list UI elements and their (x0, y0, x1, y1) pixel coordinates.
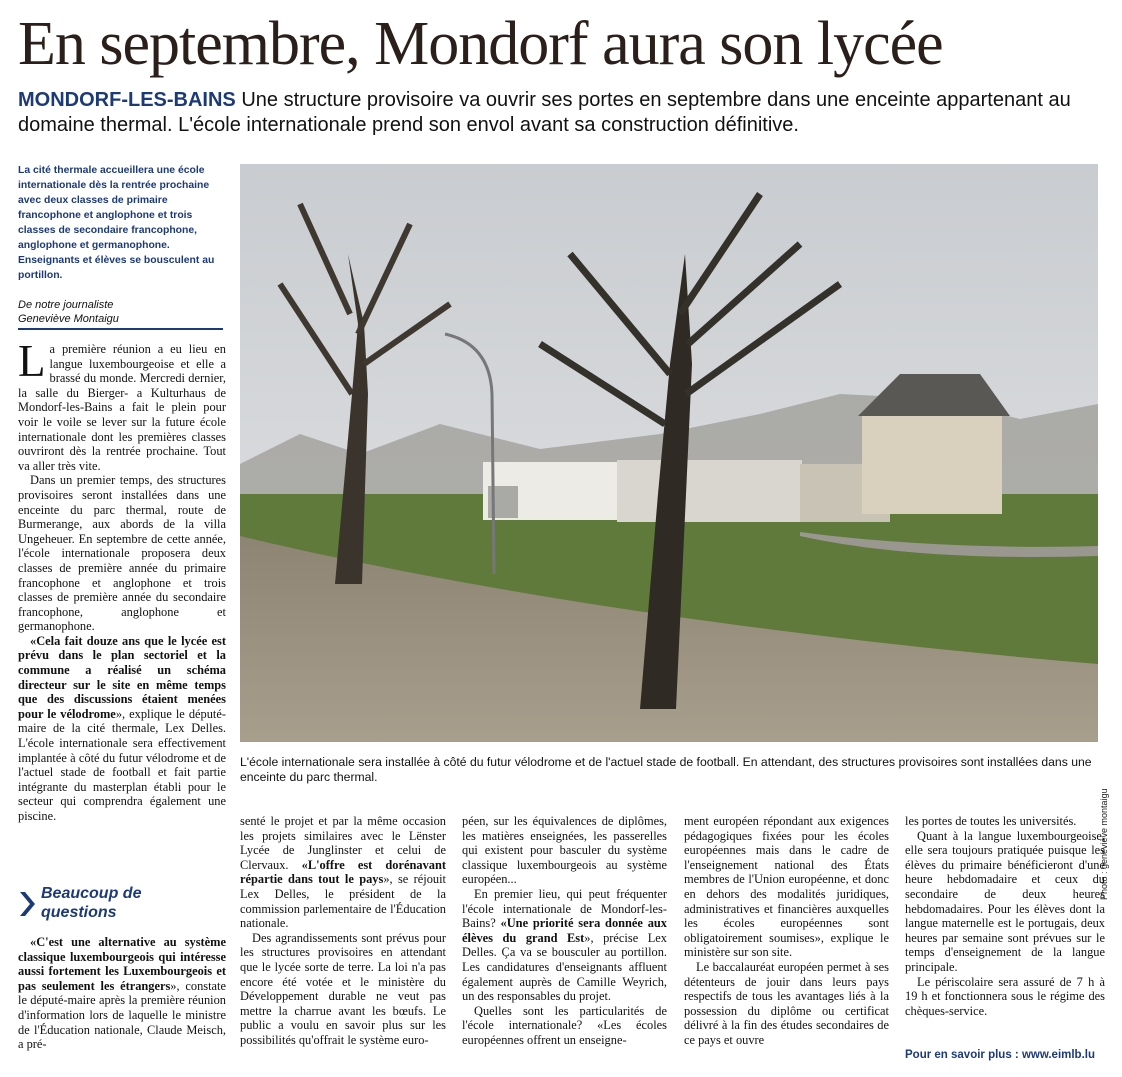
col1-paragraph-1: a première réunion a eu lieu en langue luxembourgeoise et elle a brassé du monde. Mercredi dernier, la salle du Bierger- a Kulturhaus de Mondorf-les-Bains a fait le plein pour voir le voile se lever sur la future école internationale dont les premières classes ouvriront dès la rentrée prochaine. Tout va aller très vite. (18, 342, 226, 473)
column-1 (18, 336, 227, 824)
subhead (18, 88, 1118, 138)
column-3 (462, 814, 667, 1048)
subhead-kicker: MONDORF-LES-BAINS (18, 89, 236, 111)
col2-paragraph-2: Des agrandissements sont prévus pour les structures provisoires en attendant que le lycée sorte de terre. La loi n'a pas encore été votée et le ministère du Développement durable ne veut pas mettre la charrue avant les bœufs. Le public a voulu en savoir plus sur les possibilités qu'offrait le système euro- (240, 930, 446, 1047)
byline (18, 298, 223, 330)
col4-paragraph-1: ment européen répondant aux exigences pédagogiques fixées pour les écoles européennes mais dans le cadre de l'enseignement national des États membres de l'Union européenne, et donc en dehors des modalités juridiques, administratives et financières auxquelles les écoles européennes sont obligatoirement soumises», explique le ministère sur son site. (684, 814, 889, 960)
col1-paragraph-4-rest: », constate le député-maire après la première réunion d'information lors de laquelle le ministre de l'Éducation nationale, Claude Meisch, a pré- (18, 978, 226, 1052)
col2-paragraph-1b: », se réjouit Lex Delles, le président de la commission parlementaire de l'Éducation nationale. (240, 872, 447, 931)
byline-author: Geneviève Montaigu (18, 313, 119, 325)
column-1-bottom (18, 935, 226, 1052)
quote-bold-3: «L'offre est dorénavant répartie dans tout le pays (240, 857, 446, 887)
quote-bold-2: «C'est une alternative au système classique luxembourgeois qui intéresse aussi fortement les Luxembourgeois et pas seulement les étrangers (18, 935, 226, 993)
col1-paragraph-3-rest: », explique le député-maire de la cité thermale, Lex Delles. L'école internationale sera effectivement implantée à côté du futur vélodrome et de l'actuel stade de football et fait partie intégrante du masterplan établi pour le secteur qui comprendra également une piscine. (18, 706, 227, 823)
col2-paragraph-1 (240, 814, 446, 931)
col3-paragraph-2 (462, 887, 667, 1004)
photo-credit-text: Photo : geneviève montaigu (1099, 788, 1109, 900)
col3-paragraph-3: Quelles sont les particularités de l'école internationale? «Les écoles européennes offrent un enseigne- (462, 1003, 667, 1047)
subhead-text: Une structure provisoire va ouvrir ses portes en septembre dans une enceinte appartenant au domaine thermal. L'école internationale prend son envol avant sa construction définitive. (18, 89, 1071, 136)
column-4 (684, 814, 889, 1048)
col1-paragraph-4 (18, 935, 226, 1052)
byline-line1: De notre journaliste (18, 299, 114, 311)
col5-paragraph-2: Quant à la langue luxembourgeoise, elle sera toujours pratiquée puisque les élèves du primaire bénéficieront d'une heure hebdomadaire et ceux du secondaire de deux heures hebdomadaires. Pour les élèves dont la langue maternelle est le portugais, deux heures par semaine sont prévues sur le temps d'enseignement de la langue principale. (905, 828, 1105, 974)
chevron-right-icon (18, 890, 36, 918)
column-2 (240, 814, 446, 1048)
subsection-title: Beaucoup de questions (41, 885, 142, 921)
photo-caption: L'école internationale sera installée à côté du futur vélodrome et de l'actuel stade de football. En attendant, des structures provisoires sont installées dans une enceinte du parc thermal. (240, 755, 1092, 784)
col4-paragraph-2: Le baccalauréat européen permet à ses détenteurs de jouir dans leurs pays respectifs de tous les avantages liés à la possession du diplôme ou certificat délivré à la fin des études secondaires de ce pays et ouvre (684, 959, 889, 1047)
dropcap: L (18, 336, 46, 386)
col1-paragraph-2: Dans un premier temps, des structures provisoires seront installées dans une enceinte du parc thermal, route de Burmerange, aux abords de la villa Ungeheuer. En septembre de cette année, l'école internationale proposera deux classes de première année du primaire francophone et anglophone et trois classes de première année du secondaire francophone, anglophone et germanophone. (18, 473, 226, 634)
quote-bold: «Cela fait douze ans que le lycée est prévu dans le plan sectoriel et la commune a réalisé un schéma directeur sur le site en même temps que des discussions étaient menées pour le vélodrome (18, 633, 226, 721)
col3-paragraph-1: péen, sur les équivalences de diplômes, les matières enseignées, les passerelles qui existent pour basculer du système classique luxembourgeois au système européen... (462, 814, 667, 887)
col5-paragraph-1: les portes de toutes les universités. (905, 814, 1077, 828)
col3-paragraph-2a: En premier lieu, qui peut fréquenter l'école internationale de Mondorf-les-Bains? (462, 886, 667, 931)
col3-paragraph-2b: », précise Lex Delles. Ça va se bousculer au portillon. Les candidatures d'enseignants affluent également auprès de Camille Weyrich, un des responsables du projet. (462, 930, 667, 1004)
lede: La cité thermale accueillera une école internationale dès la rentrée prochaine avec deux classes de primaire francophone et anglophone et trois classes de secondaire francophone, anglophone et germanophone. Enseignants et élèves se bousculent au portillon. (18, 165, 215, 281)
col1-paragraph-3 (18, 634, 226, 824)
photo-school-site (240, 164, 1098, 742)
more-info-link[interactable]: Pour en savoir plus : www.eimlb.lu (905, 1049, 1095, 1061)
headline: En septembre, Mondorf aura son lycée (18, 10, 943, 78)
col2-paragraph-1a: senté le projet et par la même occasion les projets similaires avec le Lënster Lycée de Junglinster et celui de Clervaux. (240, 814, 446, 872)
col5-paragraph-3: Le périscolaire sera assuré de 7 h à 19 h et fonctionnera sous le régime des chèques-service. (905, 974, 1105, 1018)
column-5 (905, 814, 1105, 1018)
quote-bold-4: «Une priorité sera donnée aux élèves du grand Est (462, 916, 668, 945)
